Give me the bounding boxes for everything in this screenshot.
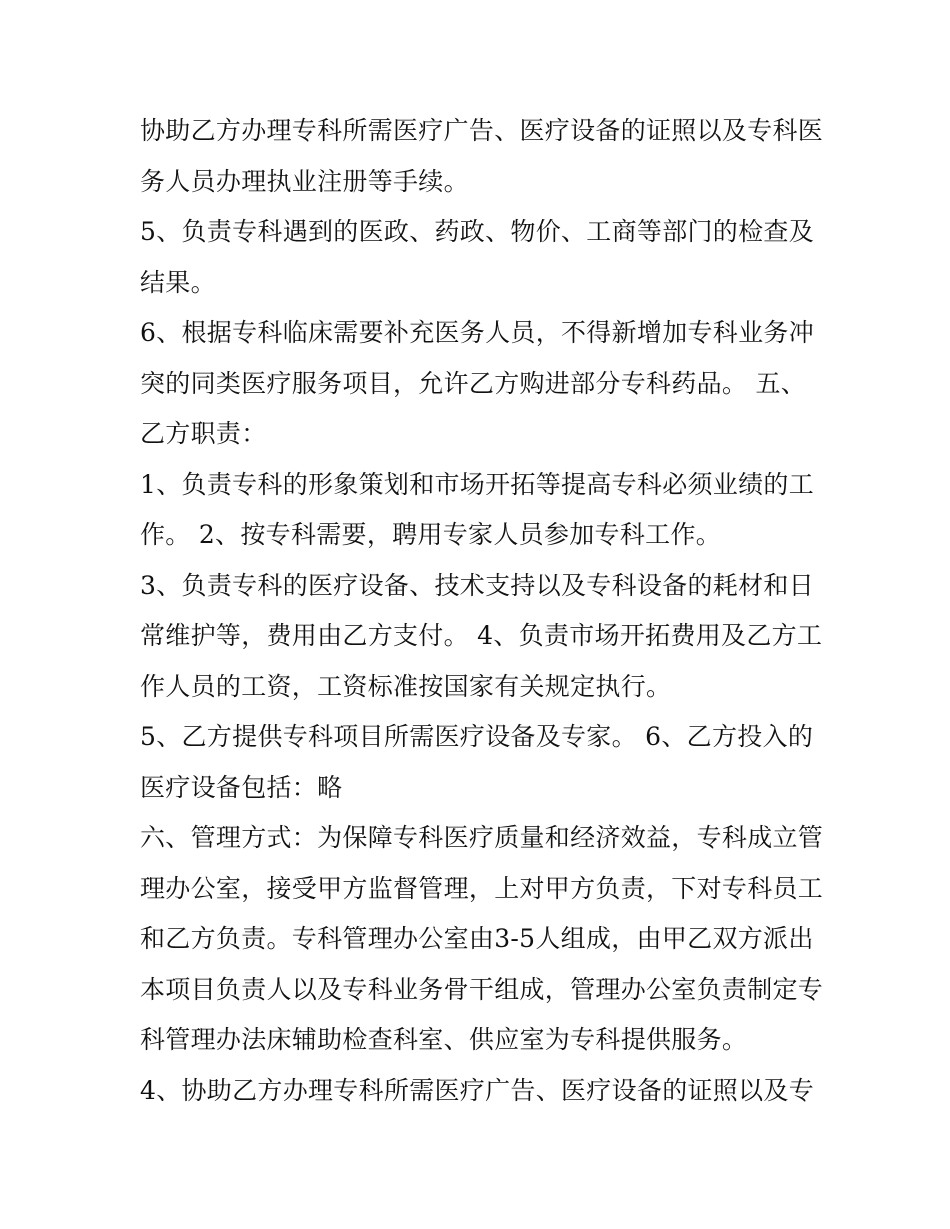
text-line: 务人员办理执业注册等手续。 bbox=[140, 166, 469, 196]
text-line: 5、乙方提供专科项目所需医疗设备及专家。 6、乙方投入的 bbox=[140, 722, 814, 751]
text-line: 科管理办法床辅助检查科室、供应室为专科提供服务。 bbox=[140, 1025, 748, 1054]
text-line: 常维护等，费用由乙方支付。 4、负责市场开拓费用及乙方工 bbox=[140, 621, 823, 650]
text-line: 理办公室，接受甲方监督管理，上对甲方负责，下对专科员工 bbox=[140, 873, 824, 903]
text-line: 医疗设备包括：略 bbox=[140, 772, 343, 802]
text-line: 4、协助乙方办理专科所需医疗广告、医疗设备的证照以及专 bbox=[140, 1075, 815, 1105]
text-line: 作人员的工资，工资标准按国家有关规定执行。 bbox=[140, 671, 672, 701]
text-line: 六、管理方式：为保障专科医疗质量和经济效益，专科成立管 bbox=[140, 823, 824, 852]
text-line: 突的同类医疗服务项目，允许乙方购进部分专科药品。 五、 bbox=[140, 368, 807, 398]
text-line: 1、负责专科的形象策划和市场开拓等提高专科必须业绩的工 bbox=[140, 469, 815, 499]
text-line: 3、负责专科的医疗设备、技术支持以及专科设备的耗材和日 bbox=[140, 570, 815, 600]
text-line: 本项目负责人以及专科业务骨干组成，管理办公室负责制定专 bbox=[140, 974, 824, 1004]
text-line: 乙方职责： bbox=[140, 419, 267, 448]
document-body bbox=[140, 106, 830, 1116]
text-line: 5、负责专科遇到的医政、药政、物价、工商等部门的检查及 bbox=[140, 217, 815, 246]
text-line: 作。 2、按专科需要，聘用专家人员参加专科工作。 bbox=[140, 520, 722, 549]
text-line: 协助乙方办理专科所需医疗广告、医疗设备的证照以及专科医 bbox=[140, 116, 824, 145]
text-line: 和乙方负责。专科管理办公室由3-5人组成，由甲乙双方派出 bbox=[140, 924, 814, 953]
text-line: 结果。 bbox=[140, 267, 216, 297]
text-line: 6、根据专科临床需要补充医务人员，不得新增加专科业务冲 bbox=[140, 318, 815, 347]
